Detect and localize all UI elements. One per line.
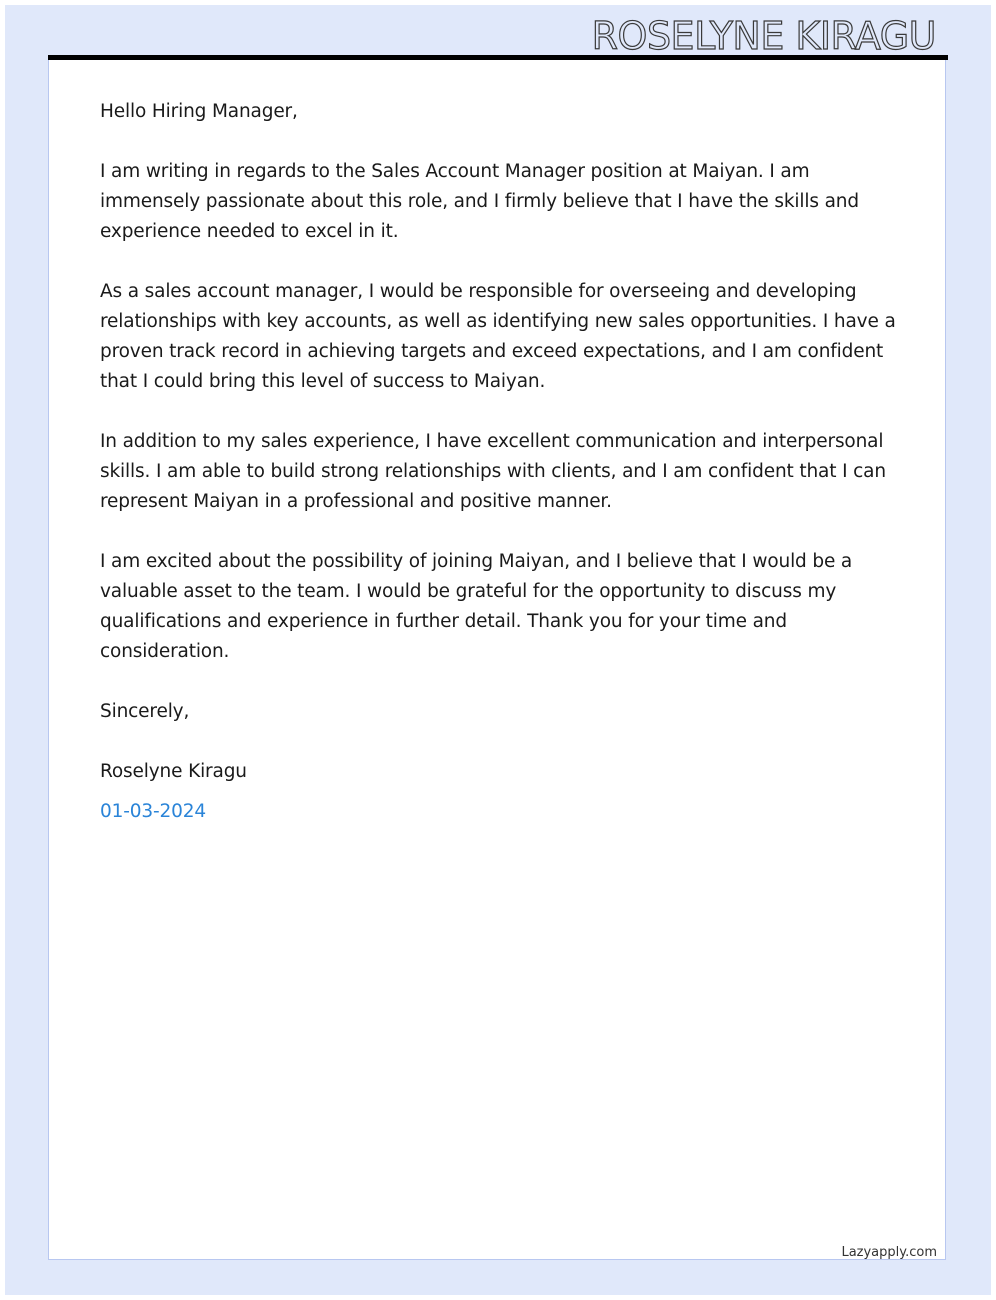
letter-body	[100, 97, 900, 827]
applicant-name-heading: ROSELYNE KIRAGU	[591, 14, 936, 58]
footer-brand: Lazyapply.com	[841, 1245, 937, 1260]
letter-paragraph: I am excited about the possibility of joining Maiyan, and I believe that I would be a valuable asset to the team. I would be grateful for the opportunity to discuss my qualifications and experience in further detail. Thank you for your time and consideration.	[100, 551, 853, 662]
letter-paragraph: As a sales account manager, I would be responsible for overseeing and developing relationships with key accounts, as well as identifying new sales opportunities. I have a proven track record in achieving targets and exceed expectations, and I am confident that I could bring this level of success to Maiyan.	[100, 281, 896, 392]
letter-paragraph: I am writing in regards to the Sales Account Manager position at Maiyan. I am immensely passionate about this role, and I firmly believe that I have the skills and experience needed to excel in it.	[100, 161, 859, 242]
letter-paragraph: In addition to my sales experience, I have excellent communication and interpersonal skills. I am able to build strong relationships with clients, and I am confident that I can represent Maiyan in a professional and positive manner.	[100, 431, 886, 512]
letter-date: 01-03-2024	[100, 801, 207, 822]
letter-closing: Sincerely,	[100, 701, 190, 722]
letter-signature: Roselyne Kiragu	[100, 761, 247, 782]
letter-greeting: Hello Hiring Manager,	[100, 101, 298, 122]
